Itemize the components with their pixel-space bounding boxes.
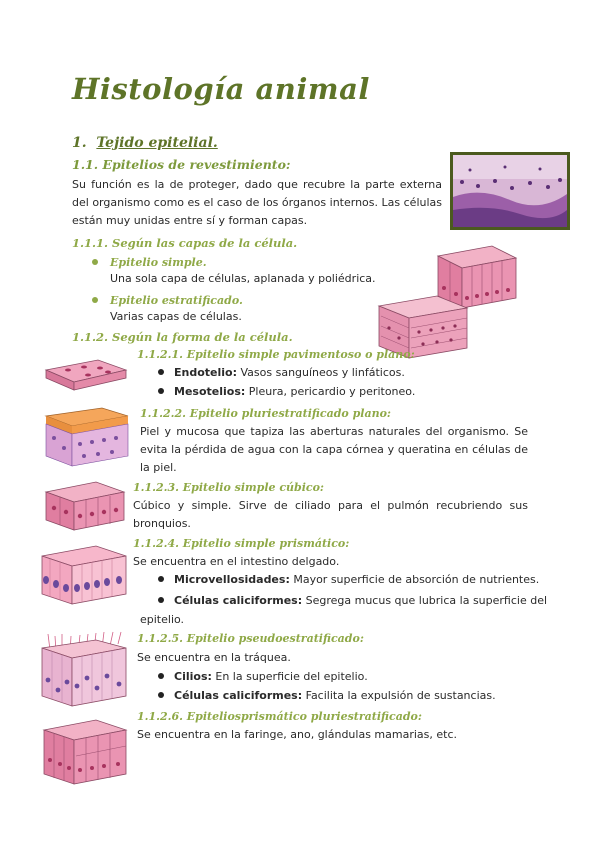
section-heading-1 xyxy=(72,135,218,151)
list-item-desc: Una sola capa de células, aplanada y poliédrica. xyxy=(110,272,376,285)
list-item-endotelio: Endotelio: Vasos sanguíneos y linfáticos. xyxy=(158,364,405,382)
heading-1-1: 1.1. Epitelios de revestimiento: xyxy=(72,157,291,172)
list-item-cilios: Cilios: En la superficie del epitelio. xyxy=(158,668,368,686)
list-item-stratified: Epitelio estratificado. xyxy=(92,292,243,310)
paragraph-tail: epitelio. xyxy=(140,613,185,626)
bullet-icon xyxy=(92,297,98,303)
bullet-icon xyxy=(158,369,164,375)
paragraph-1-1: Su función es la de proteger, dado que recubre la parte externa del organismo como es el caso de los órganos internos. Las células están muy unidas entre sí y forman capas. xyxy=(72,178,442,227)
heading-1-1-2-2: 1.1.2.2. Epitelio pluriestratificado plano: xyxy=(140,407,391,420)
list-item-caliciformes-2: Células caliciformes: Facilita la expulsión de sustancias. xyxy=(158,687,496,705)
heading-1-1-2-6: 1.1.2.6. Epiteliosprismático pluriestratificado: xyxy=(137,710,422,723)
list-item-simple: Epitelio simple. xyxy=(92,254,207,272)
paragraph-1-1-2-5: Se encuentra en la tráquea. xyxy=(137,651,291,664)
list-item-mesotelios: Mesotelios: Pleura, pericardio y peritoneo. xyxy=(158,383,415,401)
pseudostratified-epithelium-illustration xyxy=(40,630,130,710)
list-item-microvellosidades: Microvellosidades: Mayor superficie de absorción de nutrientes. xyxy=(158,571,539,589)
paragraph-1-1-2-2: Piel y mucosa que tapiza las aberturas naturales del organismo. Se evita la pérdida de agua con la capa córnea y queratina en células de la piel. xyxy=(140,425,528,474)
heading-1-1-1: 1.1.1. Según las capas de la célula. xyxy=(72,236,298,250)
page-title: Histología animal xyxy=(72,72,370,106)
stratified-squamous-illustration xyxy=(44,406,130,468)
paragraph-1-1-2-3: Cúbico y simple. Sirve de ciliado para el pulmón recubriendo sus bronquios. xyxy=(133,499,528,530)
heading-1-1-2-3: 1.1.2.3. Epitelio simple cúbico: xyxy=(133,481,324,494)
paragraph-1-1-2-6: Se encuentra en la faringe, ano, glándulas mamarias, etc. xyxy=(137,728,457,741)
bullet-icon xyxy=(92,259,98,265)
bullet-icon xyxy=(158,388,164,394)
micrograph-image xyxy=(450,152,570,230)
columnar-epithelium-illustration xyxy=(40,544,128,606)
stratified-columnar-illustration xyxy=(42,716,128,786)
list-item-caliciformes: Células caliciformes: Segrega mucus que lubrica la superficie del xyxy=(158,592,547,610)
bullet-icon xyxy=(158,597,164,603)
squamous-epithelium-illustration xyxy=(44,356,128,396)
section-number: 1. xyxy=(72,135,87,151)
section-label: Tejido epitelial. xyxy=(96,135,218,151)
heading-1-1-2-1: 1.1.2.1. Epitelio simple pavimentoso o plano: xyxy=(137,348,415,361)
heading-1-1-2-4: 1.1.2.4. Epitelio simple prismático: xyxy=(133,537,350,550)
bullet-icon xyxy=(158,673,164,679)
cuboidal-epithelium-illustration xyxy=(44,478,126,536)
bullet-icon xyxy=(158,692,164,698)
list-item-desc: Varias capas de células. xyxy=(110,310,242,323)
heading-1-1-2: 1.1.2. Según la forma de la célula. xyxy=(72,330,293,344)
paragraph-1-1-2-4: Se encuentra en el intestino delgado. xyxy=(133,555,340,568)
heading-1-1-2-5: 1.1.2.5. Epitelio pseudoestratificado: xyxy=(137,632,364,645)
bullet-icon xyxy=(158,576,164,582)
